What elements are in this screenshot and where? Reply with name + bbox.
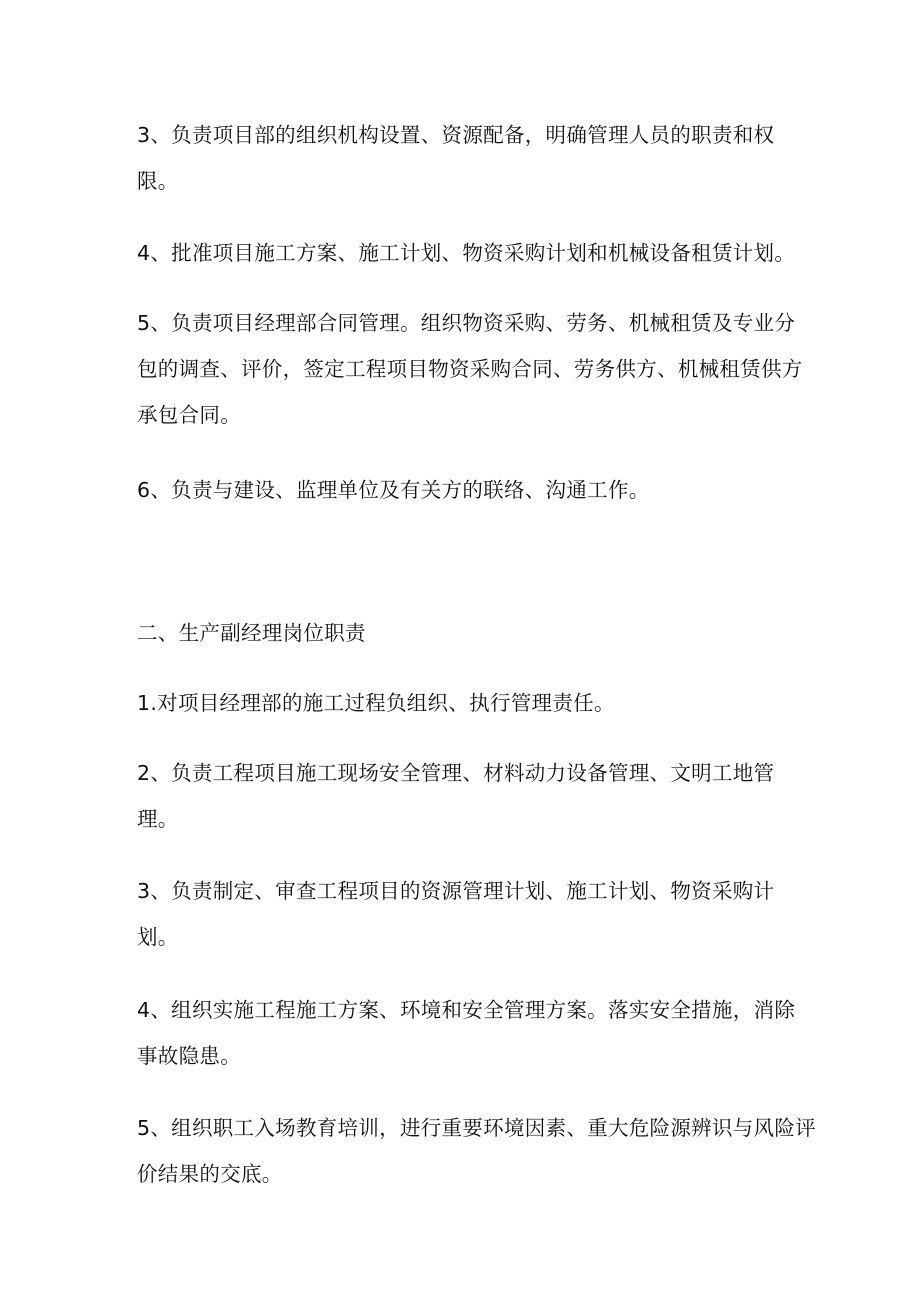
paragraph-item-4b (137, 987, 797, 1079)
text-line: 价结果的交底。 (137, 1162, 283, 1186)
text-line: 6、负责与建设、监理单位及有关方的联络、沟通工作。 (137, 478, 650, 502)
text-line: 5、组织职工入场教育培训，进行重要环境因素、重大危险源辨识与风险评 (137, 1116, 816, 1140)
text-line: 承包合同。 (137, 403, 241, 427)
heading-text: 二、生产副经理岗位职责 (137, 621, 366, 645)
paragraph-item-3 (137, 112, 797, 204)
text-line: 1.对项目经理部的施工过程负组织、执行管理责任。 (137, 691, 615, 715)
paragraph-item-3b (137, 868, 797, 960)
paragraph-item-6 (137, 467, 797, 513)
text-line: 4、组织实施工程施工方案、环境和安全管理方案。落实安全措施，消除 (137, 998, 796, 1022)
section-heading (137, 610, 797, 656)
text-line: 事故隐患。 (137, 1044, 241, 1068)
paragraph-item-1 (137, 680, 797, 726)
paragraph-item-4 (137, 230, 797, 276)
paragraph-item-5 (137, 300, 803, 438)
text-line: 3、负责项目部的组织机构设置、资源配备，明确管理人员的职责和权 (137, 123, 775, 147)
text-line: 限。 (137, 169, 179, 193)
text-line: 4、批准项目施工方案、施工计划、物资采购计划和机械设备租赁计划。 (137, 241, 796, 265)
paragraph-item-5b (137, 1105, 816, 1197)
text-line: 5、负责项目经理部合同管理。组织物资采购、劳务、机械租赁及专业分 (137, 311, 796, 335)
text-line: 3、负责制定、审查工程项目的资源管理计划、施工计划、物资采购计 (137, 879, 775, 903)
text-line: 划。 (137, 925, 179, 949)
text-line: 包的调查、评价，签定工程项目物资采购合同、劳务供方、机械租赁供方 (137, 357, 803, 381)
text-line: 理。 (137, 807, 179, 831)
text-line: 2、负责工程项目施工现场安全管理、材料动力设备管理、文明工地管 (137, 761, 775, 785)
paragraph-item-2 (137, 750, 797, 842)
